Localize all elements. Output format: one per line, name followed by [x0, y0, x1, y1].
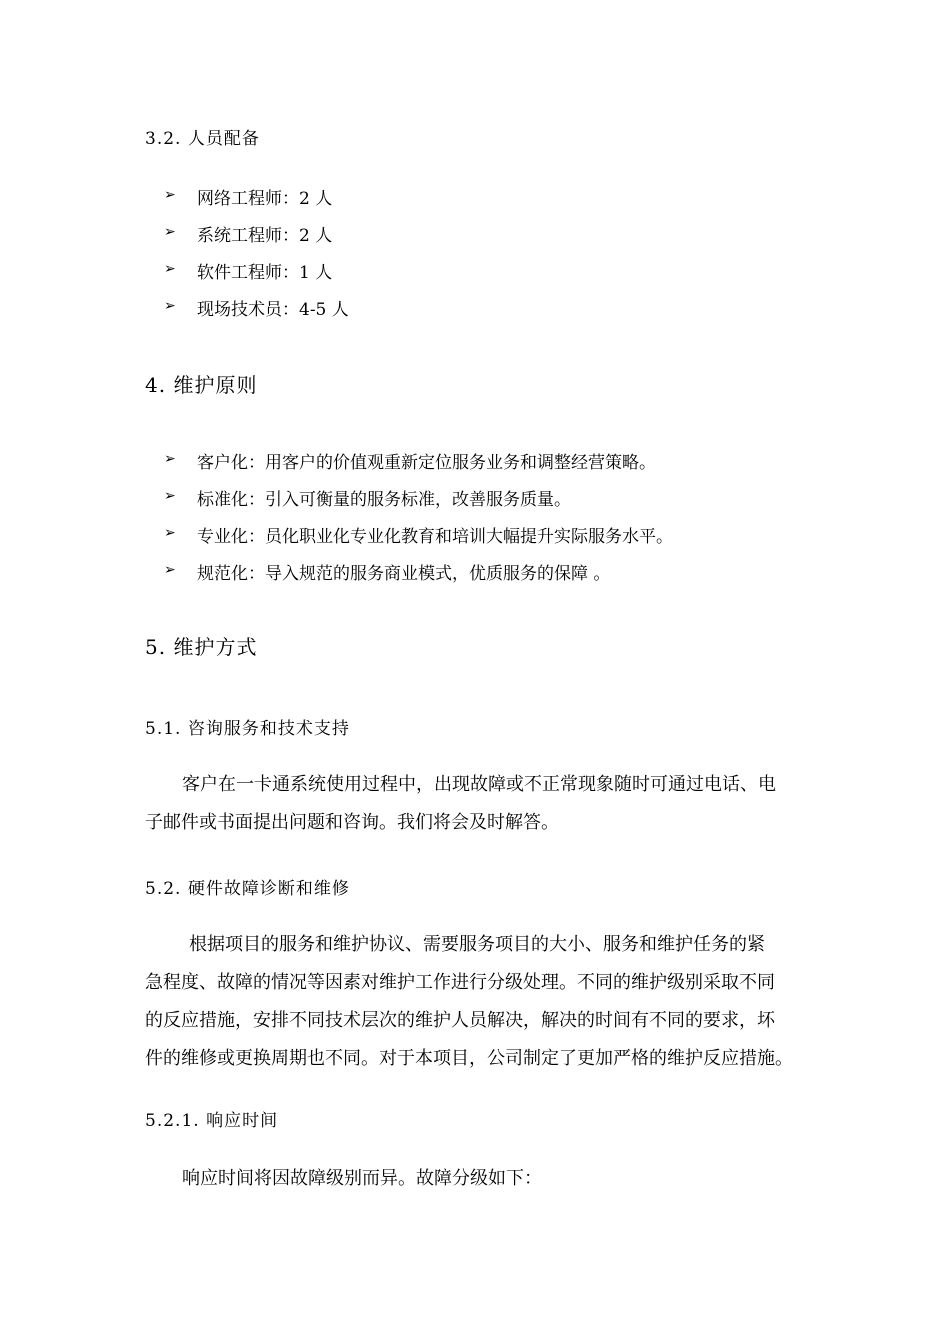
bullet-arrow-icon: ➢: [164, 451, 176, 467]
paragraph-5-2-1: [145, 1160, 813, 1198]
paragraph-line: 客户在一卡通系统使用过程中，出现故障或不正常现象随时可通过电话、电: [182, 774, 776, 795]
section-heading-4: 4. 维护原则: [145, 373, 258, 397]
paragraph-5-2: [145, 926, 813, 1078]
section-heading-5-1: 5.1. 咨询服务和技术支持: [145, 719, 350, 739]
list-item: 系统工程师：2 人: [197, 226, 333, 246]
bullet-arrow-icon: ➢: [164, 261, 176, 277]
section-heading-3-2: 3.2. 人员配备: [145, 129, 260, 149]
list-item: 网络工程师：2 人: [197, 189, 333, 209]
paragraph-5-1: [145, 766, 813, 842]
section-heading-5-2-1: 5.2.1. 响应时间: [145, 1111, 279, 1131]
bullet-arrow-icon: ➢: [164, 525, 176, 541]
list-item: 软件工程师：1 人: [197, 263, 333, 283]
paragraph-line: 响应时间将因故障级别而异。故障分级如下：: [182, 1168, 542, 1189]
paragraph-line: 子邮件或书面提出问题和咨询。我们将会及时解答。: [145, 812, 559, 833]
list-item: 客户化：用客户的价值观重新定位服务业务和调整经营策略。: [197, 453, 656, 473]
paragraph-line: 件的维修或更换周期也不同。对于本项目，公司制定了更加严格的维护反应措施。: [145, 1048, 793, 1069]
paragraph-line: 急程度、故障的情况等因素对维护工作进行分级处理。不同的维护级别采取不同: [145, 972, 775, 993]
bullet-arrow-icon: ➢: [164, 488, 176, 504]
section-heading-5-2: 5.2. 硬件故障诊断和维修: [145, 879, 350, 899]
paragraph-line: 的反应措施，安排不同技术层次的维护人员解决，解决的时间有不同的要求，坏: [145, 1010, 775, 1031]
list-item: 规范化：导入规范的服务商业模式，优质服务的保障 。: [197, 564, 611, 584]
bullet-arrow-icon: ➢: [164, 187, 176, 203]
bullet-arrow-icon: ➢: [164, 562, 176, 578]
bullet-arrow-icon: ➢: [164, 298, 176, 314]
section-heading-5: 5. 维护方式: [145, 635, 258, 659]
list-item: 标准化：引入可衡量的服务标准，改善服务质量。: [197, 490, 571, 510]
list-item: 现场技术员：4-5 人: [197, 300, 349, 320]
list-item: 专业化：员化职业化专业化教育和培训大幅提升实际服务水平。: [197, 527, 673, 547]
bullet-arrow-icon: ➢: [164, 224, 176, 240]
paragraph-line: 根据项目的服务和维护协议、需要服务项目的大小、服务和维护任务的紧: [189, 934, 765, 955]
